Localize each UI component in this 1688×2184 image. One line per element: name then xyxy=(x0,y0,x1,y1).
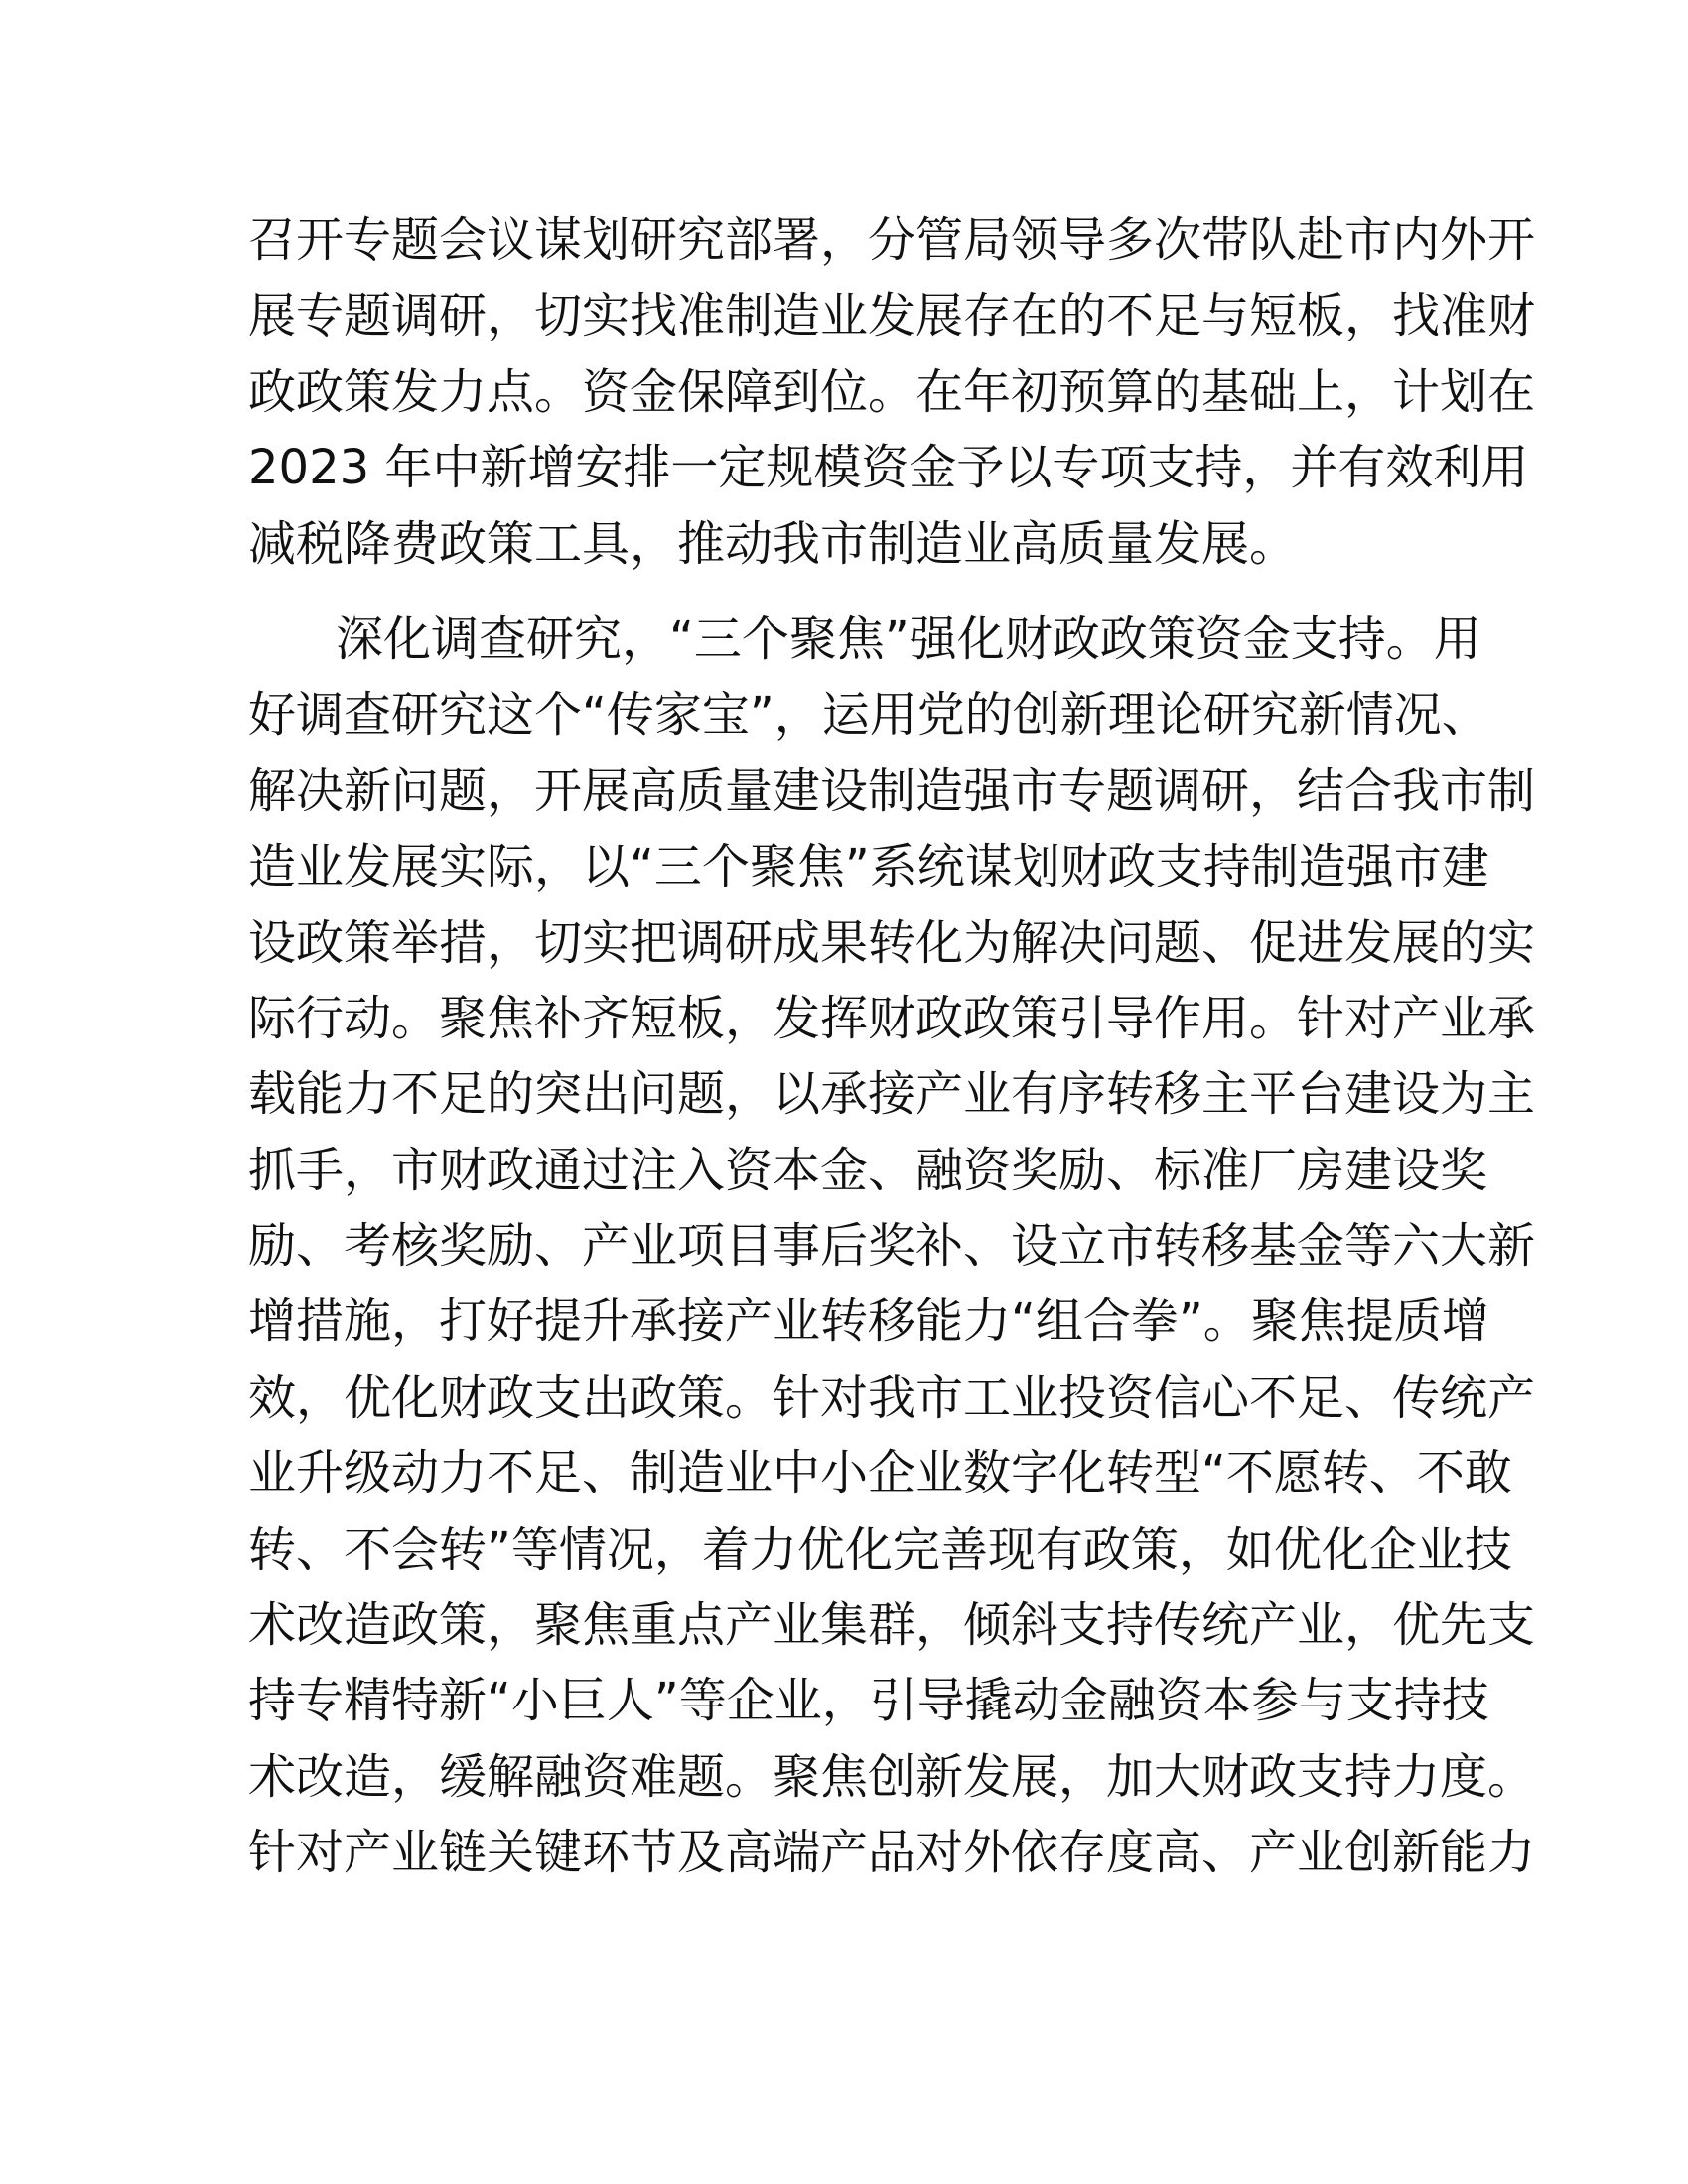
text-line: 针对产业链关键环节及高端产品对外依存度高、产业创新能力 xyxy=(248,1825,1536,1881)
text-line: 展专题调研，切实找准制造业发展存在的不足与短板，找准财 xyxy=(248,288,1536,344)
body-text xyxy=(248,203,1536,1891)
text-line: 效，优化财政支出政策。针对我市工业投资信心不足、传统产 xyxy=(248,1369,1536,1426)
text-line: 术改造，缓解融资难题。聚焦创新发展，加大财政支持力度。 xyxy=(248,1748,1536,1805)
text-line: 术改造政策，聚焦重点产业集群，倾斜支持传统产业，优先支 xyxy=(248,1597,1536,1654)
text-line: 设政策举措，切实把调研成果转化为解决问题、促进发展的实 xyxy=(248,914,1536,971)
text-line: 抓手，市财政通过注入资本金、融资奖励、标准厂房建设奖 xyxy=(248,1142,1488,1198)
paragraph-1 xyxy=(248,203,1536,582)
text-line: 励、考核奖励、产业项目事后奖补、设立市转移基金等六大新 xyxy=(248,1218,1536,1275)
text-line: 持专精特新“小巨人”等企业，引导撬动金融资本参与支持技 xyxy=(248,1673,1489,1729)
text-line: 增措施，打好提升承接产业转移能力“组合拳”。聚焦提质增 xyxy=(248,1294,1489,1350)
text-line: 政政策发力点。资金保障到位。在年初预算的基础上，计划在 xyxy=(248,363,1536,420)
text-line: 解决新问题，开展高质量建设制造强市专题调研，结合我市制 xyxy=(248,762,1536,819)
text-line: 召开专题会议谋划研究部署，分管局领导多次带队赴市内外开 xyxy=(248,212,1536,268)
text-line: 2023 年中新增安排一定规模资金予以专项支持，并有效利用 xyxy=(248,440,1529,496)
paragraph-gap xyxy=(248,582,1436,602)
text-line: 际行动。聚焦补齐短板，发挥财政政策引导作用。针对产业承 xyxy=(248,990,1536,1046)
text-line: 深化调查研究，“三个聚焦”强化财政政策资金支持。用 xyxy=(336,611,1481,667)
text-line: 载能力不足的突出问题，以承接产业有序转移主平台建设为主 xyxy=(248,1066,1536,1123)
text-line: 减税降费政策工具，推动我市制造业高质量发展。 xyxy=(248,515,1298,572)
text-line: 好调查研究这个“传家宝”，运用党的创新理论研究新情况、 xyxy=(248,687,1489,744)
text-line: 转、不会转”等情况，着力优化完善现有政策，如优化企业技 xyxy=(248,1521,1512,1577)
paragraph-2 xyxy=(248,602,1536,1891)
text-line: 造业发展实际，以“三个聚焦”系统谋划财政支持制造强市建 xyxy=(248,839,1489,895)
text-line: 业升级动力不足、制造业中小企业数字化转型“不愿转、不敢 xyxy=(248,1445,1512,1502)
